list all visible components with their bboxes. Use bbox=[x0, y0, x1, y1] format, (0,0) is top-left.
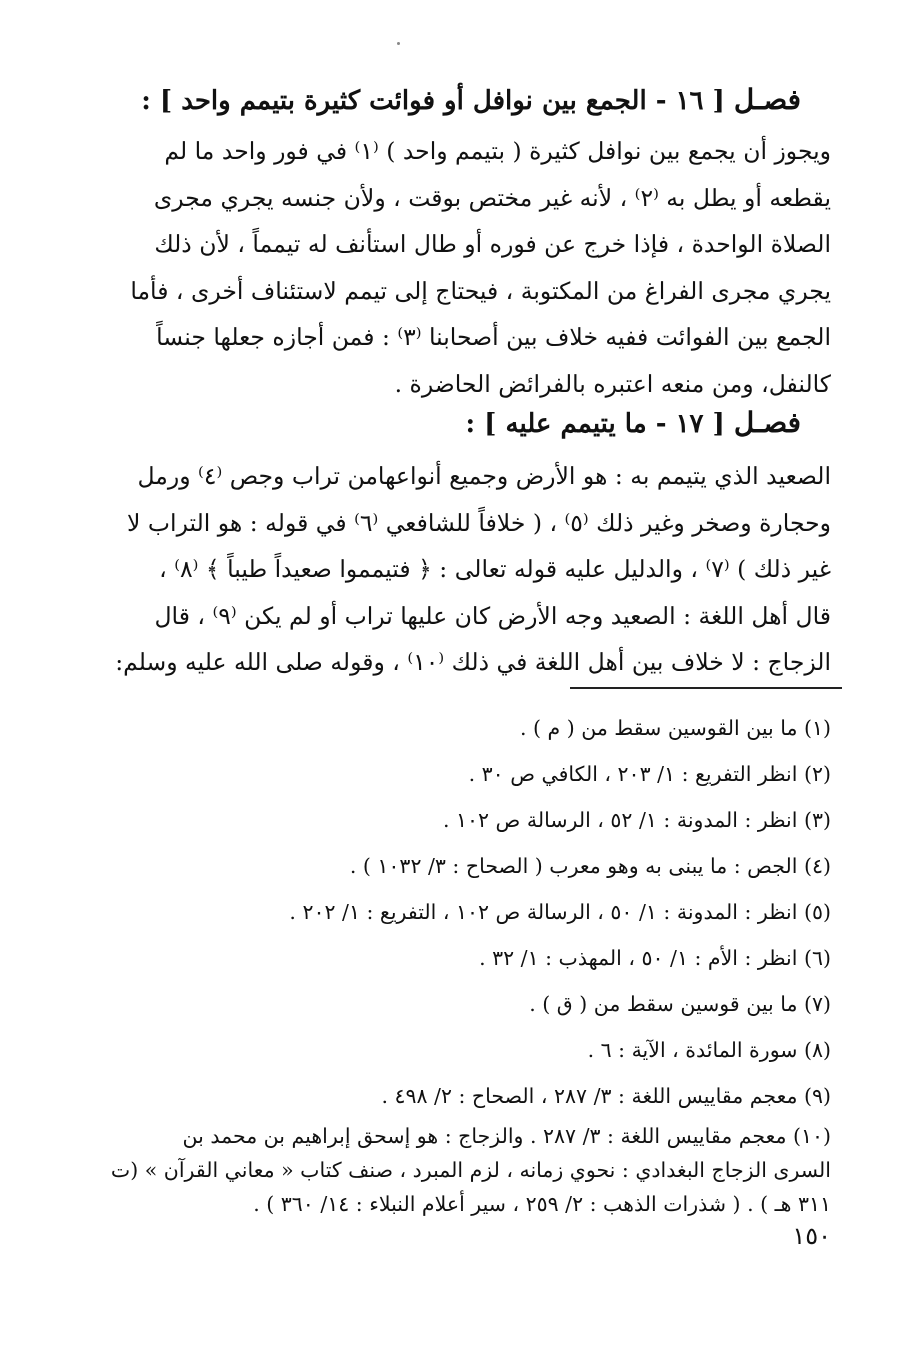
body-line: الصلاة الواحدة ، فإذا خرج عن فوره أو طال استأنف له تيمماً ، لأن ذلك bbox=[154, 230, 831, 258]
body-line: قال أهل اللغة : الصعيد وجه الأرض كان عليها تراب أو لم يكن ⁽٩⁾ ، قال bbox=[154, 601, 831, 630]
body-line: الصعيد الذي يتيمم به : هو الأرض وجميع أنواعهامن تراب وجص ⁽٤⁾ ورمل bbox=[137, 462, 831, 490]
footnote-7: (٧) ما بين قوسين سقط من ( ق ) . bbox=[529, 992, 831, 1016]
body-line: كالنفل، ومن منعه اعتبره بالفرائض الحاضرة . bbox=[394, 369, 831, 398]
footnote-10 bbox=[76, 1119, 831, 1221]
footnote-10-line: السرى الزجاج البغدادي : نحوي زمانه ، لزم المبرد ، صنف كتاب « معاني القرآن » (ت bbox=[110, 1158, 831, 1182]
body-line: الجمع بين الفوائت ففيه خلاف بين أصحابنا ⁽٣⁾ : فمن أجازه جعلها جنساً bbox=[156, 323, 831, 351]
footnote-4: (٤) الجص : ما يبنى به وهو معرب ( الصحاح : ٣/ ١٠٣٢ ) . bbox=[349, 854, 831, 878]
section-title: [ ١٧ - ما يتيمم عليه ] : bbox=[465, 409, 725, 439]
footnote-10-line: (١٠) معجم مقاييس اللغة : ٣/ ٢٨٧ . والزجاج : هو إسحق إبراهيم بن محمد بن bbox=[182, 1124, 831, 1148]
section-label: فصـل bbox=[733, 83, 801, 116]
footnote-5: (٥) انظر : المدونة : ١/ ٥٠ ، الرسالة ص ١٠٢ ، التفريع : ١/ ٢٠٢ . bbox=[289, 900, 831, 924]
section-title: [ ١٦ - الجمع بين نوافل أو فوائت كثيرة بتيمم واحد ] : bbox=[141, 86, 725, 116]
footnote-3: (٣) انظر : المدونة : ١/ ٥٢ ، الرسالة ص ١٠٢ . bbox=[442, 808, 831, 832]
footnote-divider bbox=[570, 687, 842, 689]
body-line: وحجارة وصخر وغير ذلك ⁽٥⁾ ، ( خلافاً للشافعي ⁽٦⁾ في قوله : هو التراب لا bbox=[127, 508, 831, 537]
section-17-body bbox=[96, 453, 831, 686]
body-line: يجري مجرى الفراغ من المكتوبة ، فيحتاج إلى تيمم لاستئناف أخرى ، فأما bbox=[130, 276, 831, 305]
page-number: ١٥٠ bbox=[792, 1222, 831, 1250]
body-line: ويجوز أن يجمع بين نوافل كثيرة ( بتيمم واحد ) ⁽١⁾ في فور واحد ما لم bbox=[164, 137, 831, 165]
body-line: الزجاج : لا خلاف بين أهل اللغة في ذلك ⁽١٠⁾ ، وقوله صلى الله عليه وسلم: bbox=[115, 648, 831, 676]
footnote-2: (٢) انظر التفريع : ١/ ٢٠٣ ، الكافي ص ٣٠ . bbox=[468, 762, 831, 786]
footnote-6: (٦) انظر : الأم : ١/ ٥٠ ، المهذب : ١/ ٣٢ . bbox=[479, 946, 831, 970]
footnote-8: (٨) سورة المائدة ، الآية : ٦ . bbox=[587, 1038, 831, 1062]
footnote-1: (١) ما بين القوسين سقط من ( م ) . bbox=[519, 716, 831, 740]
body-line: غير ذلك ) ⁽٧⁾ ، والدليل عليه قوله تعالى : ﴿ فتيمموا صعيداً طيباً ﴾ ⁽٨⁾ ، bbox=[159, 555, 831, 583]
footnote-10-line: ٣١١ هـ ) . ( شذرات الذهب : ٢/ ٢٥٩ ، سير أعلام النبلاء : ١٤/ ٣٦٠ ) . bbox=[253, 1192, 831, 1216]
body-line: يقطعه أو يطل به ⁽٢⁾ ، لأنه غير مختص بوقت ، ولأن جنسه يجري مجرى bbox=[153, 183, 831, 212]
footnote-9: (٩) معجم مقاييس اللغة : ٣/ ٢٨٧ ، الصحاح : ٢/ ٤٩٨ . bbox=[381, 1084, 831, 1108]
section-16-body bbox=[96, 128, 831, 407]
section-heading-16 bbox=[141, 80, 801, 121]
scan-speck bbox=[397, 42, 400, 45]
section-label: فصـل bbox=[733, 406, 801, 439]
section-heading-17 bbox=[200, 403, 801, 444]
footnotes bbox=[76, 705, 831, 1221]
